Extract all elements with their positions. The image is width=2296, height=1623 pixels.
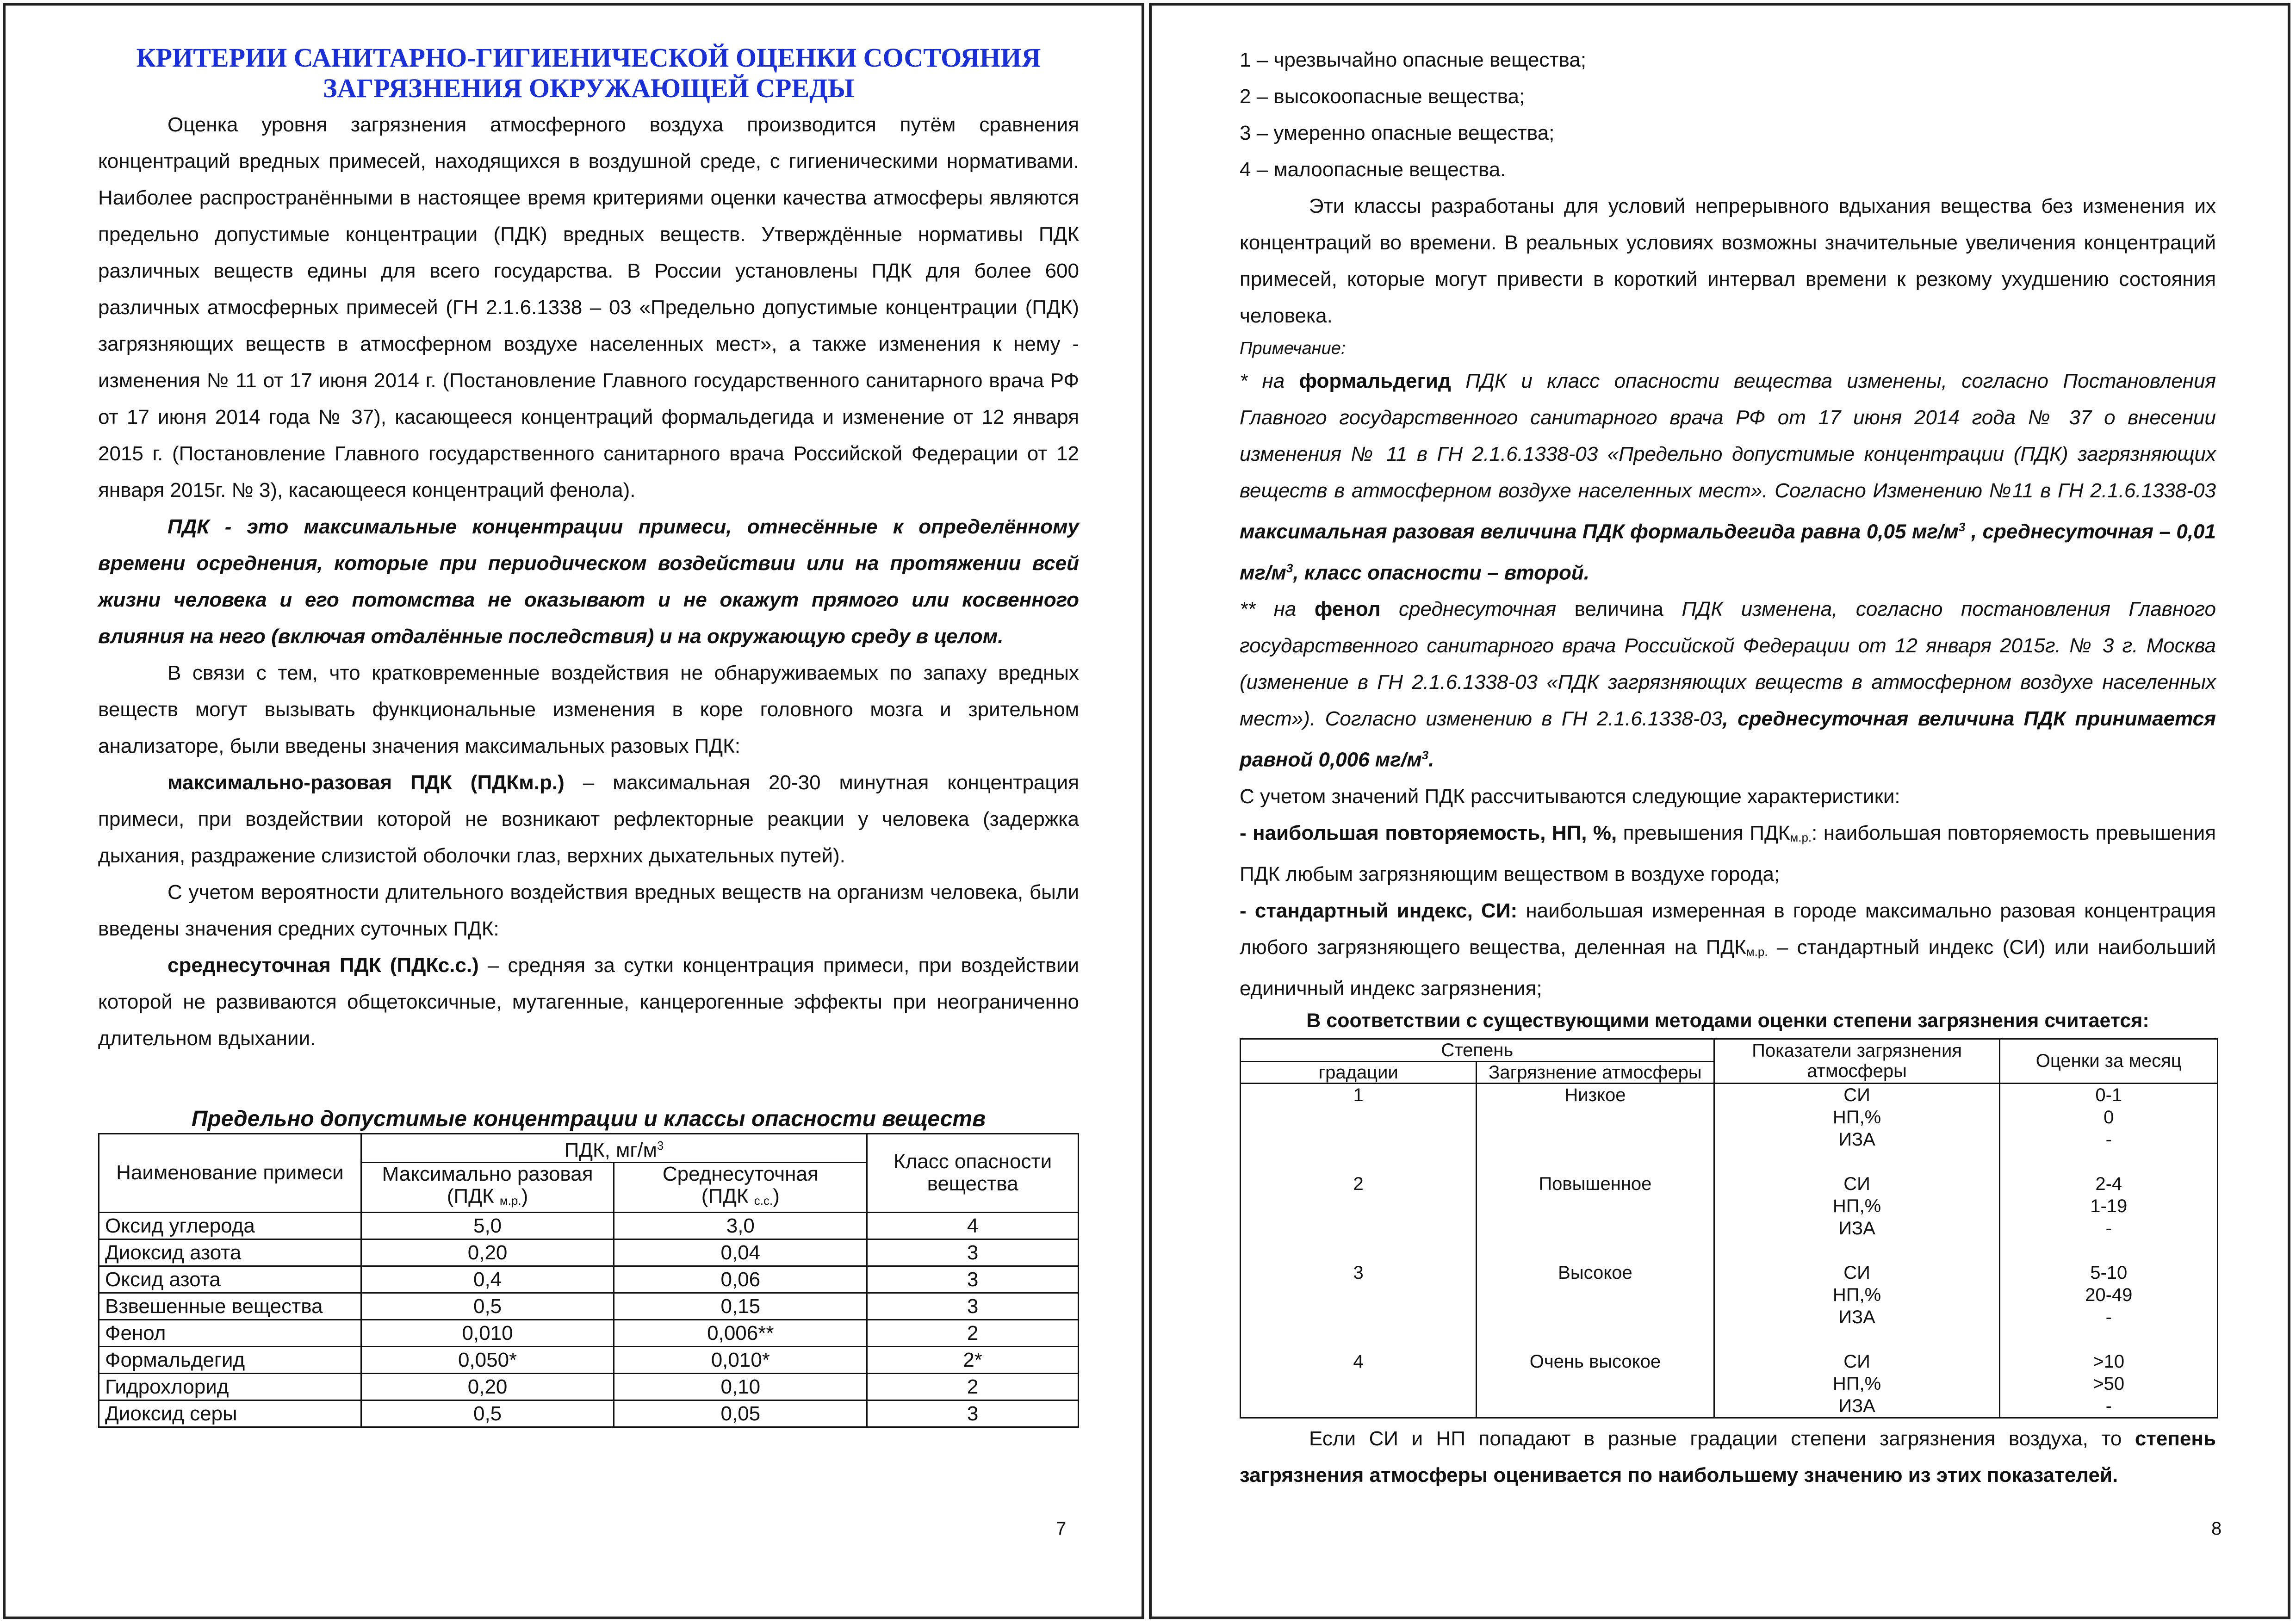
table-row — [99, 1400, 1079, 1427]
class-list-item: 1 – чрезвычайно опасные вещества; — [1240, 49, 1587, 71]
np-sub: м.р. — [1790, 830, 1812, 844]
note-label: Примечание: — [1240, 339, 1346, 358]
header-degree: Степень — [1241, 1039, 1714, 1061]
cell-substance: Взвешенные вещества — [99, 1293, 361, 1319]
cell-gradation: 2 — [1241, 1173, 1477, 1262]
table-row — [99, 1346, 1079, 1373]
characteristics-intro: С учетом значений ПДК рассчитываются следующие характеристики: — [1240, 785, 1900, 808]
cell-class: 3 — [867, 1266, 1079, 1293]
value: 20-49 — [2085, 1284, 2133, 1305]
cell-class: 3 — [867, 1293, 1079, 1319]
header-max-single-close: ) — [521, 1184, 528, 1208]
max-single-pdk-text: – максимальная 20-30 минутная концентрация примеси, при воздействии которой не возникают рефлекторные реакции у человека (задержка дыхания, раздражение слизистой оболочки глаз, верхних дыхательных путей). — [98, 771, 1079, 867]
table-row — [1241, 1262, 2218, 1350]
note2-sup: 3 — [1421, 748, 1429, 762]
cell-monthly — [2000, 1173, 2218, 1262]
cell-substance: Фенол — [99, 1319, 361, 1346]
cell-pollution-level: Низкое — [1477, 1083, 1714, 1173]
note1-substance: формальдегид — [1299, 370, 1451, 392]
header-max-single-pdk: (ПДК — [447, 1184, 494, 1208]
cell-substance: Диоксид азота — [99, 1239, 361, 1266]
right-page — [1149, 3, 2290, 1619]
cell-gradation: 4 — [1241, 1350, 1477, 1418]
si-text-b: – стандартный индекс (СИ) или наибольший единичный индекс загрязнения; — [1240, 935, 2216, 1000]
long-term-paragraph: С учетом вероятности длительного воздействия вредных веществ на организм человека, были введены значения средних суточных ПДК: — [98, 881, 1079, 940]
page-number: 8 — [2211, 1518, 2222, 1539]
value: - — [2105, 1129, 2112, 1150]
cell-avg: 3,0 — [614, 1212, 867, 1239]
cell-indicators — [1714, 1262, 2000, 1350]
indicator: СИ — [1843, 1084, 1870, 1105]
note1-text: ПДК и класс опасности вещества изменены, согласно Постановления Главного государственного санитарного врача РФ от 17 июня 2014 года № 37 о внесении изменения № 11 в ГН 2.1.6.1338-03 «Предельно допустимые концентрации (ПДК) загрязняющих веществ в атмосферном воздухе населенных мест». Согласно Изменению №11 в ГН 2.1.6.1338-03 — [1240, 370, 2216, 502]
cell-monthly — [2000, 1350, 2218, 1418]
classes-paragraph: Эти классы разработаны для условий непрерывного вдыхания вещества без изменения их концентраций во времени. В реальных условиях возможны значительные увеличения концентраций примесей, которые могут привести в короткий интервал времени к резкому ухудшению состояния человека. — [1240, 195, 2216, 327]
cell-substance: Оксид азота — [99, 1266, 361, 1293]
value: - — [2105, 1395, 2112, 1416]
cell-gradation: 1 — [1241, 1083, 1477, 1173]
note1-max-value: максимальная разовая величина ПДК формальдегида равна 0,05 мг/м — [1240, 520, 1959, 543]
cell-max: 0,050* — [361, 1346, 614, 1373]
cell-substance: Оксид углерода — [99, 1212, 361, 1239]
header-gradation: градации — [1241, 1061, 1477, 1083]
header-indicators: Показатели загрязнения атмосферы — [1714, 1039, 2000, 1083]
table-row — [99, 1212, 1079, 1239]
np-term: - наибольшая повторяемость, НП, %, — [1240, 821, 1617, 844]
table-row — [1241, 1083, 2218, 1173]
header-pdk-group-sup: 3 — [657, 1139, 664, 1152]
note1-prefix: * на — [1240, 370, 1299, 392]
cell-avg: 0,15 — [614, 1293, 867, 1319]
np-text-b: : наибольшая повторяемость превышения ПДК любым загрязняющим веществом в воздухе города; — [1240, 821, 2216, 886]
value: >50 — [2093, 1373, 2125, 1394]
indicator: НП,% — [1832, 1107, 1881, 1127]
table-row — [99, 1319, 1079, 1346]
note2-text-b: ПДК изменена, согласно постановления Главного государственного санитарного врача Российской Федерации от 12 января 2015г. № 3 г. Москва (изменение в ГН 2.1.6.1338-03 «ПДК загрязняющих веществ в атмосферном воздухе населенных мест»). Согласно изменению в ГН 2.1.6.1338-03 — [1240, 598, 2216, 731]
indicator: НП,% — [1832, 1373, 1881, 1394]
si-definition — [1240, 892, 2216, 1007]
si-text-a: наибольшая измеренная в городе максимально разовая концентрация любого загрязняющего вещества, деленная на ПДК — [1240, 899, 2216, 959]
right-page-content — [1240, 42, 2216, 1493]
document-title — [98, 43, 1079, 104]
max-single-pdk-paragraph — [98, 764, 1079, 874]
header-max-single-sub: м.р. — [499, 1193, 521, 1208]
final-text: Если СИ и НП попадают в разные градации степени загрязнения воздуха, то — [1309, 1427, 2135, 1450]
indicator: СИ — [1843, 1262, 1870, 1283]
value: >10 — [2093, 1351, 2125, 1372]
table-row — [1241, 1173, 2218, 1262]
cell-indicators — [1714, 1173, 2000, 1262]
grading-table — [1240, 1038, 2218, 1419]
indicator: НП,% — [1832, 1284, 1881, 1305]
indicator: СИ — [1843, 1173, 1870, 1194]
pdk-definition: ПДК - это максимальные концентрации примеси, отнесённые к определённому времени осреднения, которые при периодическом воздействии или на протяжении всей жизни человека и его потомства не оказывают и не окажут прямого или косвенного влияния на него (включая отдалённые последствия) и на окружающую среду в целом. — [98, 515, 1079, 648]
note1-class: , класс опасности – второй. — [1293, 561, 1589, 584]
si-sub: м.р. — [1746, 944, 1768, 959]
max-single-pdk-term: максимально-разовая ПДК (ПДКм.р.) — [168, 771, 565, 794]
table-row — [99, 1266, 1079, 1293]
value: 1-19 — [2090, 1196, 2128, 1216]
cell-substance: Диоксид серы — [99, 1400, 361, 1427]
cell-class: 2 — [867, 1373, 1079, 1400]
header-daily-avg-line2 — [620, 1185, 861, 1212]
cell-avg: 0,006** — [614, 1319, 867, 1346]
header-daily-avg-close: ) — [773, 1184, 780, 1208]
class-list-item: 4 – малоопасные вещества. — [1240, 158, 1506, 181]
pdk-table-caption: Предельно допустимые концентрации и классы опасности веществ — [191, 1107, 986, 1131]
cell-substance: Гидрохлорид — [99, 1373, 361, 1400]
indicator: СИ — [1843, 1351, 1870, 1372]
note1-sup-a: 3 — [1958, 520, 1966, 534]
table-row — [99, 1293, 1079, 1319]
np-text-a: превышения ПДК — [1617, 821, 1790, 844]
header-max-single-line1: Максимально разовая — [382, 1162, 593, 1185]
cell-pollution-level: Повышенное — [1477, 1173, 1714, 1262]
value: 0-1 — [2095, 1084, 2122, 1105]
cell-max: 0,20 — [361, 1373, 614, 1400]
final-bold-text: степень загрязнения атмосферы оценивается по наибольшему значению из этих показателей. — [1240, 1427, 2216, 1487]
header-max-single — [361, 1162, 614, 1212]
cell-class: 3 — [867, 1239, 1079, 1266]
short-term-paragraph: В связи с тем, что кратковременные воздействия не обнаруживаемых по запаху вредных веществ могут вызывать функциональные изменения в коре головного мозга и зрительном анализаторе, были введены значения максимальных разовых ПДК: — [98, 662, 1079, 757]
title-line-1: КРИТЕРИИ САНИТАРНО-ГИГИЕНИЧЕСКОЙ ОЦЕНКИ СОСТОЯНИЯ — [136, 43, 1041, 73]
cell-monthly — [2000, 1083, 2218, 1173]
intro-paragraph: Оценка уровня загрязнения атмосферного воздуха производится путём сравнения концентраций вредных примесей, находящихся в воздушной среде, с гигиеническими нормативами. Наиболее распространёнными в настоящее время критериями оценки качества атмосферы являются предельно допустимые концентрации (ПДК) вредных веществ. Утверждённые нормативы ПДК различных веществ едины для всего государства. В России установлены ПДК для более 600 различных атмосферных примесей (ГН 2.1.6.1338 – 03 «Предельно допустимые концентрации (ПДК) загрязняющих веществ в атмосферном воздухе населенных мест», а также изменения к нему - изменения № 11 от 17 июня 2014 г. (Постановление Главного государственного санитарного врача РФ от 17 июня 2014 года № 37), касающееся концентраций формальдегида и изменение от 12 января 2015 г. (Постановление Главного государственного санитарного врача Российской Федерации от 12 января 2015г. № 3), касающееся концентраций фенола). — [98, 113, 1079, 502]
header-substance-name: Наименование примеси — [99, 1134, 361, 1213]
indicator: ИЗА — [1838, 1307, 1875, 1327]
value: 5-10 — [2090, 1262, 2128, 1283]
cell-substance: Формальдегид — [99, 1346, 361, 1373]
cell-pollution-level: Высокое — [1477, 1262, 1714, 1350]
indicator: ИЗА — [1838, 1129, 1875, 1150]
class-list-item: 3 – умеренно опасные вещества; — [1240, 122, 1555, 144]
header-pollution: Загрязнение атмосферы — [1477, 1061, 1714, 1083]
note-formaldehyde — [1240, 363, 2216, 591]
cell-max: 0,4 — [361, 1266, 614, 1293]
cell-class: 2* — [867, 1346, 1079, 1373]
note2-value: , среднесуточная величина ПДК принимается равной 0,006 мг/м — [1240, 707, 2216, 771]
indicator: ИЗА — [1838, 1218, 1875, 1239]
value: - — [2105, 1307, 2112, 1327]
table-row — [99, 1373, 1079, 1400]
si-term: - стандартный индекс, СИ: — [1240, 899, 1518, 922]
daily-pdk-paragraph — [98, 947, 1079, 1057]
note2-text-a: среднесуточная — [1380, 598, 1575, 621]
cell-avg: 0,010* — [614, 1346, 867, 1373]
daily-pdk-term: среднесуточная ПДК (ПДКс.с.) — [168, 954, 479, 977]
indicator: НП,% — [1832, 1196, 1881, 1216]
left-page-content — [98, 43, 1079, 1428]
cell-max: 0,5 — [361, 1293, 614, 1319]
cell-max: 0,5 — [361, 1400, 614, 1427]
note2-end: . — [1428, 748, 1434, 771]
header-pdk-group-text: ПДК, мг/м — [564, 1139, 657, 1162]
cell-class: 2 — [867, 1319, 1079, 1346]
note2-word: величина — [1574, 598, 1663, 621]
cell-pollution-level: Очень высокое — [1477, 1350, 1714, 1418]
header-pdk-group — [361, 1134, 867, 1163]
note1-sup-b: 3 — [1286, 561, 1293, 575]
cell-indicators — [1714, 1083, 2000, 1173]
value: 0 — [2104, 1107, 2114, 1127]
header-max-single-line2 — [367, 1185, 608, 1212]
cell-gradation: 3 — [1241, 1262, 1477, 1350]
cell-max: 0,010 — [361, 1319, 614, 1346]
np-definition — [1240, 815, 2216, 892]
header-hazard-class: Класс опасности вещества — [867, 1134, 1079, 1213]
note1-daily-value: , среднесуточная – 0,01 мг/м — [1240, 520, 2216, 584]
left-page — [3, 3, 1144, 1619]
cell-class: 3 — [867, 1400, 1079, 1427]
cell-monthly — [2000, 1262, 2218, 1350]
note2-prefix: ** на — [1240, 598, 1315, 621]
header-daily-avg-line1: Среднесуточная — [662, 1162, 819, 1185]
table-row — [99, 1239, 1079, 1266]
page-number: 7 — [1056, 1518, 1067, 1539]
indicator: ИЗА — [1838, 1395, 1875, 1416]
header-daily-avg — [614, 1162, 867, 1212]
grading-table-intro: В соответствии с существующими методами оценки степени загрязнения считается: — [1306, 1009, 2149, 1032]
cell-class: 4 — [867, 1212, 1079, 1239]
cell-avg: 0,10 — [614, 1373, 867, 1400]
title-line-2: ЗАГРЯЗНЕНИЯ ОКРУЖАЮЩЕЙ СРЕДЫ — [323, 73, 854, 103]
daily-pdk-text: – средняя за сутки концентрация примеси, при воздействии которой не развиваются общетоксичные, мутагенные, канцерогенные эффекты при неограниченно длительном вдыхании. — [98, 954, 1079, 1050]
value: - — [2105, 1218, 2112, 1239]
cell-avg: 0,06 — [614, 1266, 867, 1293]
cell-max: 0,20 — [361, 1239, 614, 1266]
class-list-item: 2 – высокоопасные вещества; — [1240, 85, 1525, 108]
pdk-table — [98, 1133, 1079, 1428]
value: 2-4 — [2095, 1173, 2122, 1194]
header-daily-avg-pdk: (ПДК — [701, 1184, 749, 1208]
header-monthly: Оценки за месяц — [2000, 1039, 2218, 1083]
cell-avg: 0,04 — [614, 1239, 867, 1266]
cell-indicators — [1714, 1350, 2000, 1418]
note2-substance: фенол — [1314, 598, 1381, 621]
cell-max: 5,0 — [361, 1212, 614, 1239]
table-row — [1241, 1350, 2218, 1418]
cell-avg: 0,05 — [614, 1400, 867, 1427]
note-phenol — [1240, 591, 2216, 778]
header-daily-avg-sub: с.с. — [754, 1193, 773, 1208]
final-paragraph — [1240, 1420, 2216, 1493]
